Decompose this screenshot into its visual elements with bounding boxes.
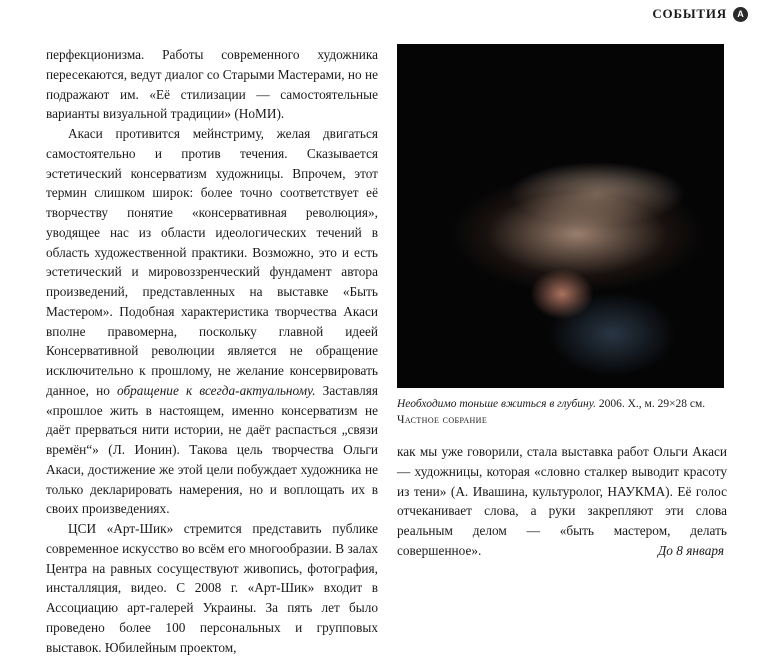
caption-details: 2006. Х., м. 29×28 см. xyxy=(595,398,706,410)
artwork-photo xyxy=(397,44,724,388)
paragraph-2 xyxy=(46,124,378,519)
paragraph-3: ЦСИ «Арт-Шик» стремится представить публике современное искусство во всём его многообразии. В залах Центра на равных сосуществуют живопись, фотография, инсталляция, видео. С 2008 г. «Арт-Шик» входит в Ассоциацию арт-галерей Украины. За пять лет было проведено более 100 персональных и групповых выставок. Юбилейным проектом, xyxy=(46,521,378,655)
section-badge-icon: А xyxy=(733,7,748,22)
paragraph-4: как мы уже говорили, стала выставка работ Ольги Акаси — художницы, которая «словно сталкер выводит красоту из тени» (А. Ивашина, культуролог, НАУКМА). Её голос отчеканивает слова, а руки закрепляют эти слова реальным делом — «быть мастером, делать совершенное». xyxy=(397,444,727,558)
paragraph-1: перфекционизма. Работы современного художника пересекаются, ведут диалог со Старыми Мастерами, но не подражают им. «Её стилизации — самостоятельные варианты визуальной традиции» (НоМИ). xyxy=(46,47,378,122)
paragraph-2-emphasis: обращение к всегда-актуальному. xyxy=(116,382,316,398)
caption-owner: Частное собрание xyxy=(397,414,488,426)
photo-caption xyxy=(397,396,737,428)
section-label: СОБЫТИЯ xyxy=(652,6,727,21)
left-column xyxy=(46,45,378,657)
paragraph-2-tail: Заставляя «прошлое жить в настоящем, именно консерватизм не даёт прерваться нити истории, не даёт распасться „связи времён“» (Л. Ионин). Такова цель творчества Ольги Акаси, достижение же этой цели побуждает художника не только декларировать намерения, но и воплощать их в своих произведениях. xyxy=(46,382,378,517)
paragraph-2-text: Акаси противится мейнстриму, желая двигаться самостоятельно и против течения. Сказывается эстетический консерватизм художницы. Впрочем, этот термин слишком широк: более точно соответствует её творчеству понятие «консервативная революция», уводящее нас из области идеологических течений в область художественной практики. Возможно, это и есть эстетический и мировоззренческий фундамент автора произведений, представленных на выставке «Быть Мастером». Подобная характеристика творчества Акаси вполне правомерна, поскольку главной идеей Консервативной революции является не обращение исключительно к прошлому, не желание консервировать данное, но xyxy=(46,126,378,398)
section-header xyxy=(652,6,748,22)
exhibition-date: До 8 января xyxy=(657,543,724,558)
caption-title: Необходимо тоньше вжиться в глубину. xyxy=(397,398,596,410)
